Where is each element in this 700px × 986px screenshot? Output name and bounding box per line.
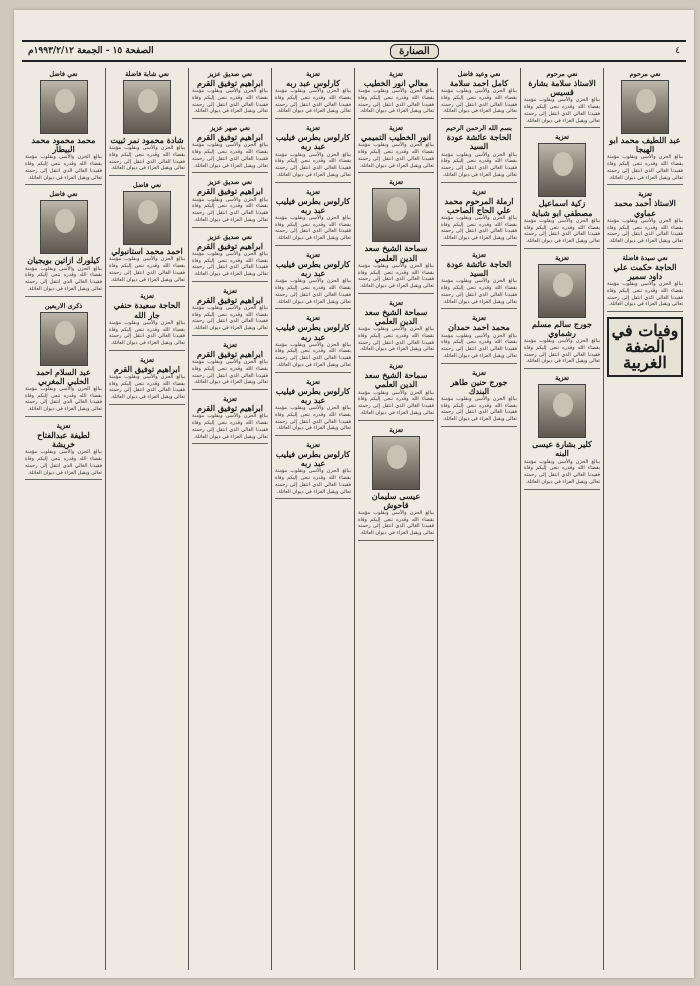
portrait-photo <box>40 200 88 254</box>
notice-heading: تعزية <box>389 362 403 371</box>
column <box>354 68 437 970</box>
notice-text: ببالغ الحزن والأسى وبقلوب مؤمنة بقضاء الله وقدره ننعى إليكم وفاة فقيدنا الغالي الذي انتقل إلى رحمته تعالى ويقبل العزاء في ديوان العائلة. <box>192 88 268 115</box>
notice-heading: نعي سيدة فاضلة <box>622 253 668 262</box>
notice-heading: تعزية <box>306 377 320 386</box>
deceased-name: كارلوس بطرس فيليب عبد ربه <box>275 449 351 469</box>
notice-heading: تعزية <box>223 286 237 295</box>
obituary-notice <box>275 186 351 246</box>
obituary-notice <box>25 420 102 480</box>
notice-text: ببالغ الحزن والأسى وبقلوب مؤمنة بقضاء الله وقدره ننعى إليكم وفاة فقيدنا الغالي الذي انتقل إلى رحمته تعالى ويقبل العزاء في ديوان العائلة. <box>25 449 102 476</box>
notice-text: ببالغ الحزن والأسى وبقلوب مؤمنة بقضاء الله وقدره ننعى إليكم وفاة فقيدنا الغالي الذي انتقل إلى رحمته تعالى ويقبل العزاء في ديوان العائلة. <box>607 217 683 244</box>
column <box>188 68 271 970</box>
notice-heading: تعزية <box>140 292 154 301</box>
notice-text: ببالغ الحزن والأسى وبقلوب مؤمنة بقضاء الله وقدره ننعى إليكم وفاة فقيدنا الغالي الذي انتقل إلى رحمته تعالى ويقبل العزاء في ديوان العائلة. <box>358 509 434 537</box>
obituary-notice <box>358 360 434 420</box>
obituary-notice <box>358 68 434 119</box>
obituary-notice <box>275 249 351 309</box>
deceased-name: كارلوس بطرس فيليب عبد ربه <box>275 195 351 215</box>
deceased-name: ارملة المرحوم محمد علي الحاج الصاحب <box>444 195 514 215</box>
notice-text: ببالغ الحزن والأسى وبقلوب مؤمنة بقضاء الله وقدره ننعى إليكم وفاة فقيدنا الغالي الذي انتقل إلى رحمته تعالى ويقبل العزاء في ديوان العائلة. <box>109 256 185 283</box>
portrait-photo <box>123 80 171 134</box>
obituary-notice <box>441 186 517 246</box>
deceased-name: الاستاذ أحمد محمد عماوي <box>614 198 676 218</box>
notice-text: ببالغ الحزن والأسى وبقلوب مؤمنة بقضاء الله وقدره ننعى إليكم وفاة فقيدنا الغالي الذي انتقل إلى رحمته تعالى ويقبل العزاء في ديوان العائلة. <box>441 332 517 359</box>
deceased-name: الحاجة عائشة عودة السيد <box>446 132 512 152</box>
obituary-notice <box>524 68 600 128</box>
notice-text: ببالغ الحزن والأسى وبقلوب مؤمنة بقضاء الله وقدره ننعى إليكم وفاة فقيدنا الغالي الذي انتقل إلى رحمته تعالى ويقبل العزاء في ديوان العائلة. <box>25 154 102 181</box>
portrait-photo <box>538 264 586 318</box>
deceased-name: سماحة الشيخ سعد الدين العلمي <box>364 370 428 390</box>
notice-heading: تعزية <box>472 250 486 259</box>
notice-text: ببالغ الحزن والأسى وبقلوب مؤمنة بقضاء الله وقدره ننعى إليكم وفاة فقيدنا الغالي الذي انتقل إلى رحمته تعالى ويقبل العزاء في ديوان العائلة. <box>192 196 268 223</box>
obituary-notice <box>275 122 351 182</box>
notice-heading: تعزية <box>56 421 71 430</box>
notice-text: ببالغ الحزن والأسى وبقلوب مؤمنة بقضاء الله وقدره ننعى إليكم وفاة فقيدنا الغالي الذي انتقل إلى رحمته تعالى ويقبل العزاء في ديوان العائلة. <box>275 278 351 305</box>
obituary-notice <box>275 68 351 119</box>
notice-text: ببالغ الحزن والأسى وبقلوب مؤمنة بقضاء الله وقدره ننعى إليكم وفاة فقيدنا الغالي الذي انتقل إلى رحمته تعالى ويقبل العزاء في ديوان العائلة. <box>358 88 434 115</box>
notice-text: ببالغ الحزن والأسى وبقلوب مؤمنة بقضاء الله وقدره ننعى إليكم وفاة فقيدنا الغالي الذي انتقل إلى رحمته تعالى ويقبل العزاء في ديوان العائلة. <box>358 389 434 416</box>
obituary-columns <box>22 68 686 970</box>
portrait-photo <box>372 188 420 242</box>
obituary-notice <box>192 68 268 119</box>
obituary-notice <box>109 68 185 176</box>
notice-heading: تعزية <box>472 368 486 377</box>
deceased-name: شادة محمود نمر ثبيت <box>110 135 184 145</box>
deceased-name: انور الخطيب التميمي <box>360 132 432 143</box>
notice-heading: تعزية <box>472 187 486 196</box>
notice-text: ببالغ الحزن والأسى وبقلوب مؤمنة بقضاء الله وقدره ننعى إليكم وفاة فقيدنا الغالي الذي انتقل إلى رحمته تعالى ويقبل العزاء في ديوان العائلة. <box>275 88 351 115</box>
obituary-notice <box>607 68 683 185</box>
deceased-name: كارلوس بطرس فيليب عبد ربه <box>275 385 351 405</box>
obituary-notice <box>441 312 517 363</box>
portrait-photo <box>538 143 586 197</box>
deceased-name: كيلورك ازاتين بويجيان <box>27 255 100 266</box>
notice-heading: تعزية <box>306 250 320 259</box>
portrait-photo <box>621 80 669 134</box>
page-header <box>22 40 686 62</box>
obituary-notice <box>192 122 268 173</box>
obituary-notice <box>192 285 268 336</box>
notice-heading: تعزية <box>306 124 320 133</box>
deceased-name: عبد السلام احمد الحلبي المغربي <box>36 366 91 386</box>
notice-text: ببالغ الحزن والأسى وبقلوب مؤمنة بقضاء الله وقدره ننعى إليكم وفاة فقيدنا الغالي الذي انتقل إلى رحمته تعالى ويقبل العزاء في ديوان العائلة. <box>192 250 268 277</box>
notice-text: ببالغ الحزن والأسى وبقلوب مؤمنة بقضاء الله وقدره ننعى إليكم وفاة فقيدنا الغالي الذي انتقل إلى رحمته تعالى ويقبل العزاء في ديوان العائلة. <box>441 214 517 242</box>
newspaper-page <box>14 10 694 978</box>
notice-heading: نعي فاضل <box>132 181 162 190</box>
deceased-name: الحاجة عائشة عودة السيد <box>446 258 512 279</box>
deceased-name: كارلوس عبد ربه <box>286 78 340 88</box>
notice-text: ببالغ الحزن والأسى وبقلوب مؤمنة بقضاء الله وقدره ننعى إليكم وفاة فقيدنا الغالي الذي انتقل إلى رحمته تعالى ويقبل العزاء في ديوان العائلة. <box>607 154 683 181</box>
deceased-name: عيسى سليمان قاحوش <box>371 490 421 510</box>
notice-heading: تعزية <box>389 124 403 133</box>
obituary-notice <box>524 252 600 369</box>
notice-heading: نعي صهر عزيز <box>210 124 250 133</box>
deceased-name: سماحة الشيخ سعد الدين العلمي <box>364 306 428 326</box>
notice-heading: تعزية <box>389 178 403 187</box>
deceased-name: جورج حنين طاهر البندك <box>450 376 508 396</box>
obituary-notice <box>441 68 517 119</box>
deceased-name: ابراهيم توفيق القرم <box>197 403 263 414</box>
portrait-photo <box>40 312 88 366</box>
column <box>603 68 686 970</box>
obituary-notice <box>441 249 517 309</box>
notice-heading: تعزية <box>306 187 320 196</box>
notice-heading: تعزية <box>555 253 569 262</box>
obituary-notice <box>275 376 351 436</box>
obituary-notice <box>109 179 185 287</box>
deceased-name: ابراهيم توفيق القرم <box>197 186 263 197</box>
notice-heading: تعزية <box>306 70 320 78</box>
obituary-notice <box>524 372 600 489</box>
notice-text: ببالغ الحزن والأسى وبقلوب مؤمنة بقضاء الله وقدره ننعى إليكم وفاة فقيدنا الغالي الذي انتقل إلى رحمته تعالى ويقبل العزاء في ديوان العائلة. <box>25 385 102 413</box>
notice-heading: نعي صديق عزيز <box>208 178 252 187</box>
obituary-notice <box>192 176 268 227</box>
notice-heading: تعزية <box>638 190 652 199</box>
notice-heading: نعي وعيد فاضل <box>457 70 501 78</box>
notice-heading: تعزية <box>555 133 569 142</box>
page-number: ٤ <box>675 46 680 56</box>
obituary-notice <box>441 122 517 182</box>
obituary-notice <box>109 290 185 350</box>
portrait-photo <box>123 191 171 245</box>
notice-text: ببالغ الحزن والأسى وبقلوب مؤمنة بقضاء الله وقدره ننعى إليكم وفاة فقيدنا الغالي الذي انتقل إلى رحمته تعالى ويقبل العزاء في ديوان العائلة. <box>524 458 600 485</box>
obituary-notice <box>25 188 102 296</box>
notice-heading: تعزية <box>223 340 237 349</box>
notice-heading: تعزية <box>140 355 154 364</box>
deceased-name: محمد احمد حمدان <box>448 322 510 333</box>
deceased-name: كامل احمد سلامة <box>449 78 509 88</box>
notice-heading: نعي مرحوم <box>629 70 661 78</box>
column <box>105 68 188 970</box>
notice-heading: تعزية <box>472 314 486 323</box>
notice-text: ببالغ الحزن والأسى وبقلوب مؤمنة بقضاء الله وقدره ننعى إليكم وفاة فقيدنا الغالي الذي انتقل إلى رحمته تعالى ويقبل العزاء في ديوان العائلة. <box>441 151 517 178</box>
notice-text: ببالغ الحزن والأسى وبقلوب مؤمنة بقضاء الله وقدره ننعى إليكم وفاة فقيدنا الغالي الذي انتقل إلى رحمته تعالى ويقبل العزاء في ديوان العائلة. <box>441 88 517 115</box>
obituary-notice <box>192 231 268 282</box>
obituary-notice <box>25 68 102 185</box>
column <box>437 68 520 970</box>
deceased-name: كارلوس بطرس فيليب عبد ربه <box>275 322 351 342</box>
issue-date: الصفحة ١٥ - الجمعة ١٩٩٣/٢/١٢م <box>28 46 154 56</box>
obituary-notice <box>275 439 351 499</box>
deceased-name: كارلوس بطرس فيليب عبد ربه <box>275 132 351 152</box>
notice-text: ببالغ الحزن والأسى وبقلوب مؤمنة بقضاء الله وقدره ننعى إليكم وفاة فقيدنا الغالي الذي انتقل إلى رحمته تعالى ويقبل العزاء في ديوان العائلة. <box>192 413 268 440</box>
notice-text: ببالغ الحزن والأسى وبقلوب مؤمنة بقضاء الله وقدره ننعى إليكم وفاة فقيدنا الغالي الذي انتقل إلى رحمته تعالى ويقبل العزاء في ديوان العائلة. <box>441 278 517 305</box>
notice-text: ببالغ الحزن والأسى وبقلوب مؤمنة بقضاء الله وقدره ننعى إليكم وفاة فقيدنا الغالي الذي انتقل إلى رحمته تعالى ويقبل العزاء في ديوان العائلة. <box>109 145 185 172</box>
obituary-notice <box>192 393 268 444</box>
deceased-name: كارلوس بطرس فيليب عبد ربه <box>275 258 351 279</box>
notice-text: ببالغ الحزن والأسى وبقلوب مؤمنة بقضاء الله وقدره ننعى إليكم وفاة فقيدنا الغالي الذي انتقل إلى رحمته تعالى ويقبل العزاء في ديوان العائلة. <box>109 373 185 401</box>
notice-text: ببالغ الحزن والأسى وبقلوب مؤمنة بقضاء الله وقدره ننعى إليكم وفاة فقيدنا الغالي الذي انتقل إلى رحمته تعالى ويقبل العزاء في ديوان العائلة. <box>441 395 517 423</box>
section-title: وفيات في الضفة الغربية <box>611 321 679 373</box>
obituary-notice <box>192 339 268 390</box>
notice-text: ببالغ الحزن والأسى وبقلوب مؤمنة بقضاء الله وقدره ننعى إليكم وفاة فقيدنا الغالي الذي انتقل إلى رحمته تعالى ويقبل العزاء في ديوان العائلة. <box>25 265 102 292</box>
notice-heading: نعي شابة فاضلة <box>125 70 169 78</box>
section-heading <box>607 317 683 377</box>
notice-text: ببالغ الحزن والأسى وبقلوب مؤمنة بقضاء الله وقدره ننعى إليكم وفاة فقيدنا الغالي الذي انتقل إلى رحمته تعالى ويقبل العزاء في ديوان العائلة. <box>275 468 351 495</box>
deceased-name: محمد محمود محمد البيطار <box>31 135 96 155</box>
notice-heading: تعزية <box>555 374 569 383</box>
deceased-name: ابراهيم توفيق القرم <box>197 294 263 305</box>
notice-text: ببالغ الحزن والأسى وبقلوب مؤمنة بقضاء الله وقدره ننعى إليكم وفاة فقيدنا الغالي الذي انتقل إلى رحمته تعالى ويقبل العزاء في ديوان العائلة. <box>358 326 434 353</box>
portrait-photo <box>40 80 88 134</box>
obituary-notice <box>358 176 434 293</box>
deceased-name: الحاجة حكمت علي داود سمير <box>613 261 677 281</box>
obituary-notice <box>25 300 102 417</box>
notice-text: ببالغ الحزن والأسى وبقلوب مؤمنة بقضاء الله وقدره ننعى إليكم وفاة فقيدنا الغالي الذي انتقل إلى رحمته تعالى ويقبل العزاء في ديوان العائلة. <box>524 217 600 244</box>
notice-heading: تعزية <box>306 314 320 323</box>
notice-heading: نعي فاضل <box>49 70 78 78</box>
notice-text: ببالغ الحزن والأسى وبقلوب مؤمنة بقضاء الله وقدره ننعى إليكم وفاة فقيدنا الغالي الذي انتقل إلى رحمته تعالى ويقبل العزاء في ديوان العائلة. <box>275 151 351 178</box>
obituary-notice <box>358 122 434 173</box>
obituary-notice <box>275 312 351 372</box>
obituary-notice <box>109 354 185 405</box>
obituary-notice <box>524 131 600 248</box>
notice-heading: بسم الله الرحمن الرحيم <box>446 124 512 133</box>
notice-heading: ذكرى الاربعين <box>44 301 83 310</box>
deceased-name: جورج سالم مسلم رشماوي <box>532 318 592 338</box>
notice-heading: تعزية <box>306 441 320 450</box>
portrait-photo <box>372 436 420 490</box>
deceased-name: الاستاذ سلامة بشارة قسيس <box>528 78 596 98</box>
column <box>520 68 603 970</box>
deceased-name: ابراهيم توفيق القرم <box>197 78 263 88</box>
notice-heading: نعي فاضل <box>49 190 78 199</box>
notice-text: ببالغ الحزن والأسى وبقلوب مؤمنة بقضاء الله وقدره ننعى إليكم وفاة فقيدنا الغالي الذي انتقل إلى رحمته تعالى ويقبل العزاء في ديوان العائلة. <box>607 281 683 308</box>
notice-text: ببالغ الحزن والأسى وبقلوب مؤمنة بقضاء الله وقدره ننعى إليكم وفاة فقيدنا الغالي الذي انتقل إلى رحمته تعالى ويقبل العزاء في ديوان العائلة. <box>275 214 351 242</box>
notice-text: ببالغ الحزن والأسى وبقلوب مؤمنة بقضاء الله وقدره ننعى إليكم وفاة فقيدنا الغالي الذي انتقل إلى رحمته تعالى ويقبل العزاء في ديوان العائلة. <box>275 341 351 368</box>
masthead: الصنارة <box>390 44 439 59</box>
notice-heading: نعي صديق عزيز <box>208 70 252 78</box>
deceased-name: معالي انور الخطيب <box>363 78 429 88</box>
deceased-name: الحاجة سعيدة حنفي جار الله <box>113 300 181 320</box>
notice-heading: نعي صديق عزيز <box>208 232 252 241</box>
deceased-name: ابراهيم توفيق القرم <box>197 348 263 359</box>
deceased-name: لطيفة عبدالفتاح خريشة <box>37 429 90 450</box>
notice-text: ببالغ الحزن والأسى وبقلوب مؤمنة بقضاء الله وقدره ننعى إليكم وفاة فقيدنا الغالي الذي انتقل إلى رحمته تعالى ويقبل العزاء في ديوان العائلة. <box>358 142 434 169</box>
column <box>271 68 354 970</box>
deceased-name: ابراهيم توفيق القرم <box>114 363 180 374</box>
notice-text: ببالغ الحزن والأسى وبقلوب مؤمنة بقضاء الله وقدره ننعى إليكم وفاة فقيدنا الغالي الذي انتقل إلى رحمته تعالى ويقبل العزاء في ديوان العائلة. <box>358 262 434 289</box>
deceased-name: ابراهيم توفيق القرم <box>197 132 263 143</box>
notice-heading: تعزية <box>389 298 403 307</box>
deceased-name: سماحة الشيخ سعد الدين العلمي <box>364 243 428 263</box>
notice-text: ببالغ الحزن والأسى وبقلوب مؤمنة بقضاء الله وقدره ننعى إليكم وفاة فقيدنا الغالي الذي انتقل إلى رحمته تعالى ويقبل العزاء في ديوان العائلة. <box>109 319 185 346</box>
notice-heading: نعي مرحوم <box>546 70 578 78</box>
notice-text: ببالغ الحزن والأسى وبقلوب مؤمنة بقضاء الله وقدره ننعى إليكم وفاة فقيدنا الغالي الذي انتقل إلى رحمته تعالى ويقبل العزاء في ديوان العائلة. <box>192 142 268 169</box>
notice-heading: تعزية <box>389 425 403 434</box>
deceased-name: عبد اللطيف محمد ابو الهيجا <box>609 135 681 155</box>
deceased-name: كلير بشارة عيسى البنه <box>532 439 592 459</box>
notice-text: ببالغ الحزن والأسى وبقلوب مؤمنة بقضاء الله وقدره ننعى إليكم وفاة فقيدنا الغالي الذي انتقل إلى رحمته تعالى ويقبل العزاء في ديوان العائلة. <box>275 405 351 432</box>
notice-heading: تعزية <box>223 395 237 404</box>
deceased-name: زكية اسماعيل مصطفى ابو شباية <box>531 198 593 218</box>
notice-heading: تعزية <box>389 70 403 78</box>
deceased-name: ابراهيم توفيق القرم <box>197 240 263 251</box>
obituary-notice <box>358 297 434 357</box>
deceased-name: احمد محمد استانبولي <box>111 246 183 257</box>
notice-text: ببالغ الحزن والأسى وبقلوب مؤمنة بقضاء الله وقدره ننعى إليكم وفاة فقيدنا الغالي الذي انتقل إلى رحمته تعالى ويقبل العزاء في ديوان العائلة. <box>524 97 600 124</box>
column <box>22 68 105 970</box>
portrait-photo <box>538 384 586 438</box>
obituary-notice <box>607 188 683 248</box>
obituary-notice <box>441 367 517 427</box>
obituary-notice <box>607 252 683 312</box>
obituary-notice <box>358 424 434 541</box>
notice-text: ببالغ الحزن والأسى وبقلوب مؤمنة بقضاء الله وقدره ننعى إليكم وفاة فقيدنا الغالي الذي انتقل إلى رحمته تعالى ويقبل العزاء في ديوان العائلة. <box>192 304 268 332</box>
notice-text: ببالغ الحزن والأسى وبقلوب مؤمنة بقضاء الله وقدره ننعى إليكم وفاة فقيدنا الغالي الذي انتقل إلى رحمته تعالى ويقبل العزاء في ديوان العائلة. <box>192 359 268 386</box>
notice-text: ببالغ الحزن والأسى وبقلوب مؤمنة بقضاء الله وقدره ننعى إليكم وفاة فقيدنا الغالي الذي انتقل إلى رحمته تعالى ويقبل العزاء في ديوان العائلة. <box>524 338 600 365</box>
